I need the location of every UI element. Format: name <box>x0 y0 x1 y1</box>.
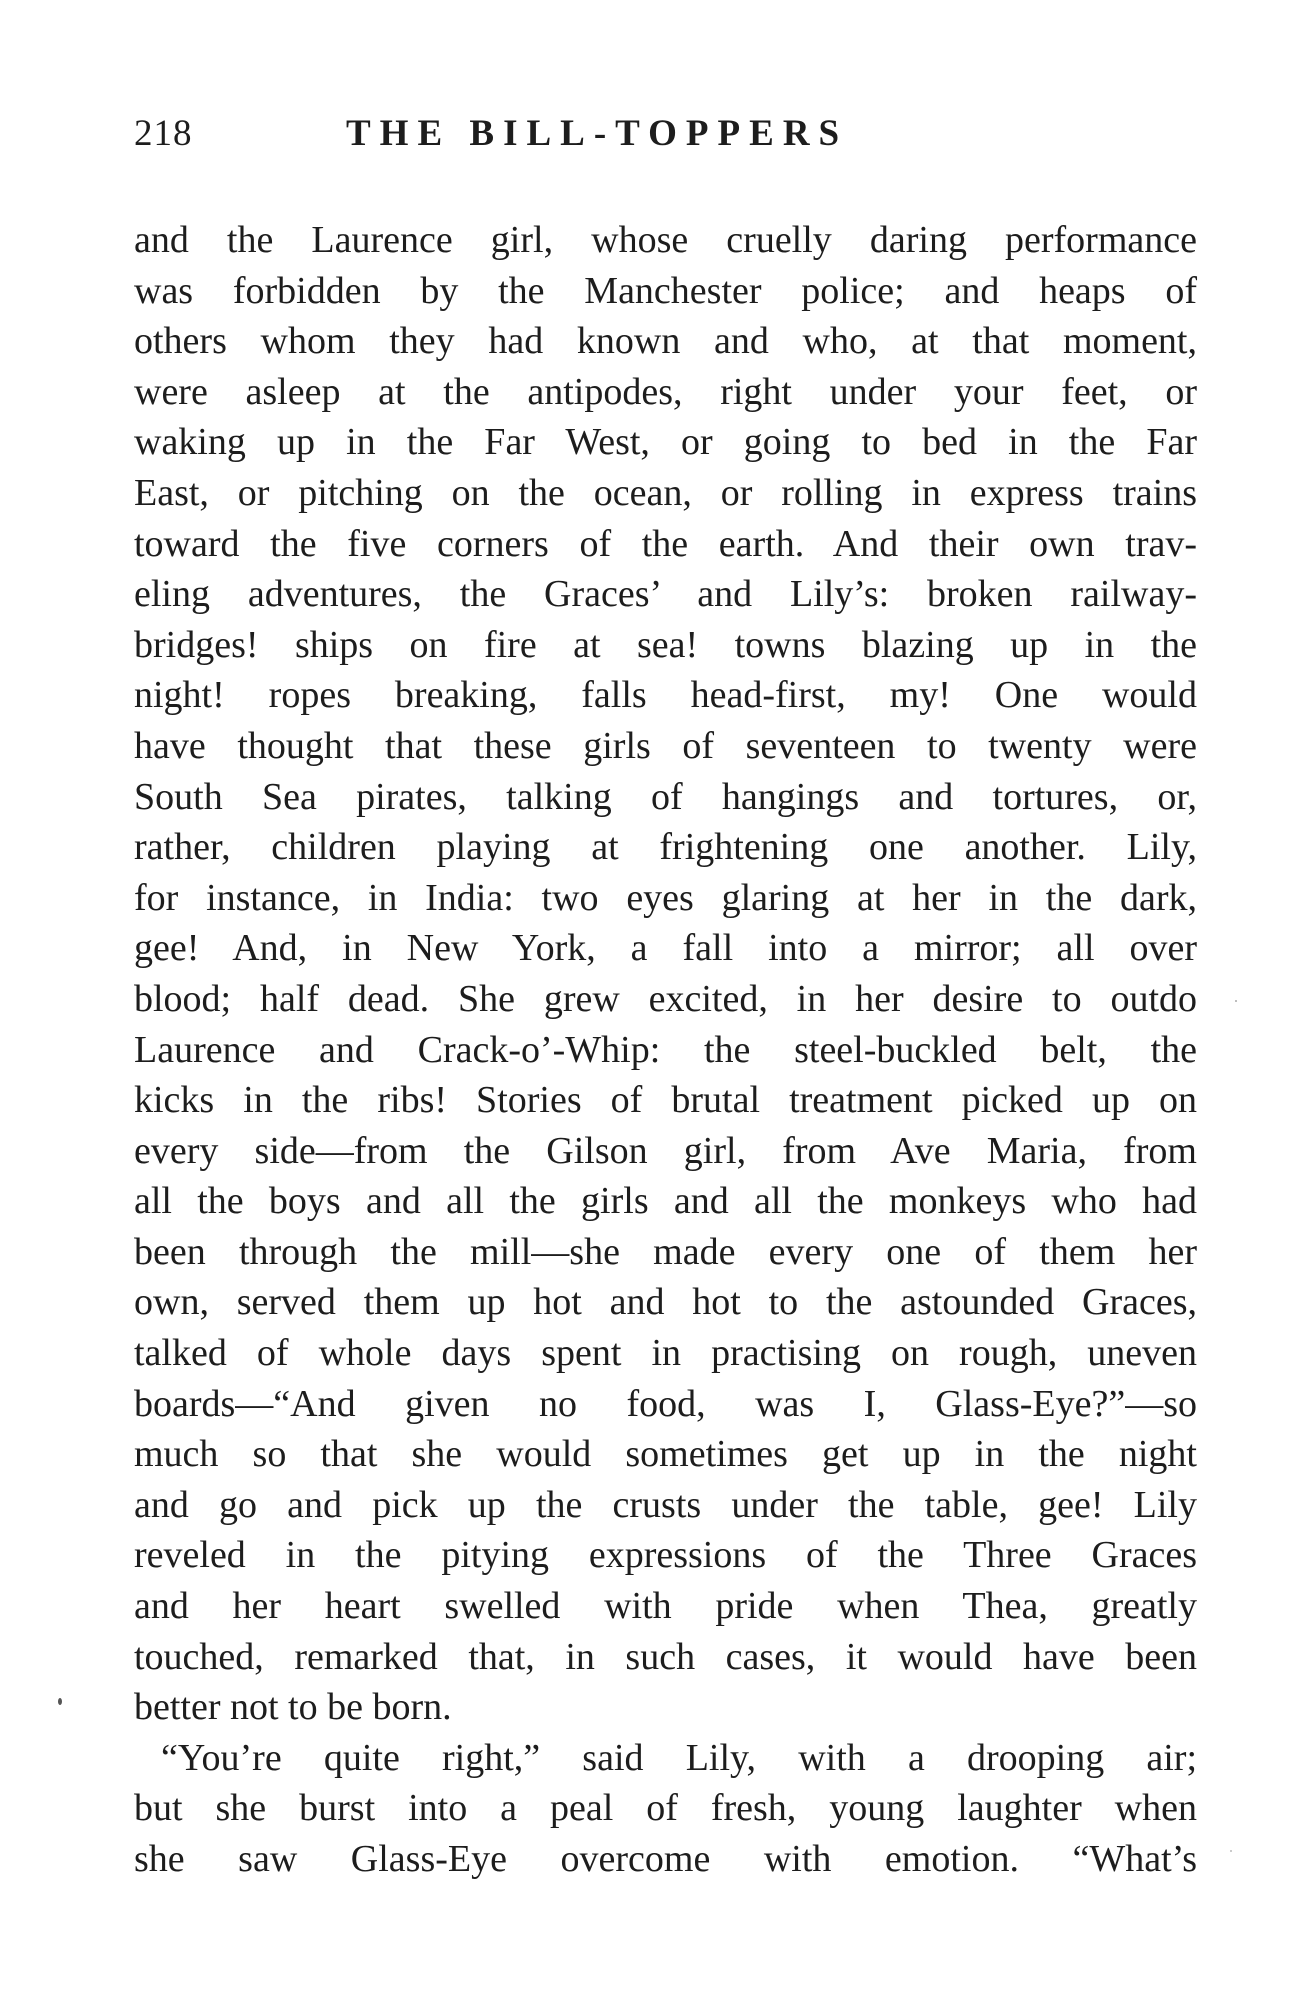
text-line: Laurence and Crack-o’-Whip: the steel-buckled belt, the <box>134 1028 1197 1071</box>
text-line: boards—“And given no food, was I, Glass-Eye?”—so <box>134 1382 1197 1425</box>
print-speck <box>1230 1850 1232 1852</box>
text-line: every side—from the Gilson girl, from Ave Maria, from <box>134 1129 1197 1172</box>
body-text <box>134 215 1197 1885</box>
text-line: bridges! ships on fire at sea! towns blazing up in the <box>134 623 1197 666</box>
text-line: was forbidden by the Manchester police; and heaps of <box>134 269 1197 312</box>
text-line: night! ropes breaking, falls head-first, my! One would <box>134 674 1197 717</box>
text-line: better not to be born. <box>134 1686 452 1729</box>
text-line: own, served them up hot and hot to the astounded Graces, <box>134 1281 1197 1324</box>
text-line: kicks in the ribs! Stories of brutal treatment picked up on <box>134 1079 1197 1122</box>
text-line: eling adventures, the Graces’ and Lily’s: broken railway- <box>134 573 1197 616</box>
text-line: South Sea pirates, talking of hangings and tortures, or, <box>134 775 1197 818</box>
text-line: blood; half dead. She grew excited, in her desire to outdo <box>134 977 1197 1020</box>
print-speck <box>58 1698 62 1705</box>
text-line: all the boys and all the girls and all the monkeys who had <box>134 1180 1197 1223</box>
text-line: were asleep at the antipodes, right under your feet, or <box>134 370 1197 413</box>
text-line: much so that she would sometimes get up in the night <box>134 1433 1197 1476</box>
text-line: for instance, in India: two eyes glaring at her in the dark, <box>134 876 1197 919</box>
text-line: gee! And, in New York, a fall into a mirror; all over <box>134 927 1197 970</box>
text-line: she saw Glass-Eye overcome with emotion. “What’s <box>134 1838 1197 1880</box>
text-line: and the Laurence girl, whose cruelly daring performance <box>134 219 1197 261</box>
text-line: touched, remarked that, in such cases, it would have been <box>134 1635 1197 1678</box>
text-line: but she burst into a peal of fresh, young laughter when <box>134 1787 1197 1830</box>
text-line: toward the five corners of the earth. And their own trav- <box>134 522 1197 565</box>
running-title: THE BILL-TOPPERS <box>346 113 849 154</box>
text-line: talked of whole days spent in practising on rough, uneven <box>134 1332 1197 1375</box>
text-line: and her heart swelled with pride when Thea, greatly <box>134 1585 1197 1628</box>
page-header <box>134 112 1194 172</box>
text-line: waking up in the Far West, or going to bed in the Far <box>134 421 1197 464</box>
page-number: 218 <box>134 113 193 154</box>
text-line: others whom they had known and who, at that moment, <box>134 320 1197 363</box>
print-speck <box>1235 1000 1237 1002</box>
text-line: been through the mill—she made every one of them her <box>134 1230 1197 1273</box>
text-line: East, or pitching on the ocean, or rolling in express trains <box>134 471 1197 514</box>
text-line: “You’re quite right,” said Lily, with a drooping air; <box>161 1736 1197 1779</box>
text-line: reveled in the pitying expressions of the Three Graces <box>134 1534 1197 1577</box>
text-line: have thought that these girls of seventeen to twenty were <box>134 724 1197 767</box>
text-line: and go and pick up the crusts under the table, gee! Lily <box>134 1483 1197 1526</box>
text-line: rather, children playing at frightening one another. Lily, <box>134 826 1197 869</box>
